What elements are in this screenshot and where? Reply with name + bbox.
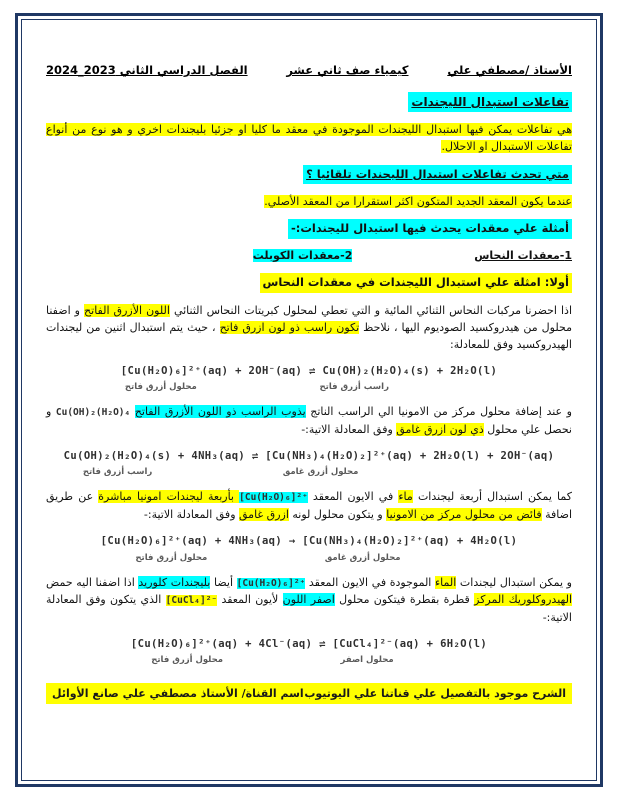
equation-1 xyxy=(46,363,572,394)
equation-1-label-reactant: محلول أزرق فاتح xyxy=(124,382,197,393)
highlighted-text-segment: [Cu(H₂O)₆]²⁺ xyxy=(236,577,306,589)
equation-3-label-reactant: محلول أزرق فاتح xyxy=(135,552,208,563)
text-segment: ، حيث يتم استبدال اثنين من ليجندات الهيدروكسيد وفق للمعادلة: xyxy=(46,321,572,352)
definition-paragraph xyxy=(46,121,572,155)
footer-note: الشرح موجود بالتفصيل علي قناتنا علي اليوتيوب xyxy=(304,687,566,701)
highlighted-text-segment: [CuCl₄]²⁻ xyxy=(165,595,218,607)
equation-4-label-reactant: محلول أزرق فاتح xyxy=(151,655,224,666)
equation-1-label-product: راسب أزرق فاتح xyxy=(319,382,389,393)
footer-channel-name: اسم القناة/ الأستاذ مصطفي علي صانع الأوائل xyxy=(52,687,304,701)
text-segment: وفق المعادلة الاتية:- xyxy=(301,423,397,437)
question-line xyxy=(46,165,572,185)
equation-4-label-product: محلول اصفر xyxy=(340,655,394,666)
highlighted-text-segment: بليجندات كلوريد xyxy=(138,575,211,589)
equation-2-label-reactant: راسب أزرق فاتح xyxy=(82,467,153,478)
text-segment: اذا اضفنا اليه حمض xyxy=(46,575,139,589)
text-segment: قطرة بقطرة فيتكون محلول xyxy=(334,593,475,607)
highlighted-text-segment: ذي لون ازرق غامق xyxy=(396,423,484,437)
equation-2-label-product: محلول أزرق غامق xyxy=(282,467,359,478)
first-heading-line xyxy=(46,273,572,293)
section-title-line xyxy=(46,92,572,113)
highlighted-text-segment: اصفر اللون xyxy=(282,593,335,607)
equation-2 xyxy=(46,448,572,479)
paragraph-4 xyxy=(46,574,572,626)
highlighted-text-segment: تكون راسب ذو لون ازرق فاتح xyxy=(219,321,360,335)
equation-1-formula: [Cu(H₂O)₆]²⁺(aq) + 2OH⁻(aq) ⇌ Cu(OH)₂(H₂O)₄(s) + 2H₂O(l) xyxy=(120,365,498,378)
equation-3 xyxy=(46,533,572,564)
highlighted-text-segment: اللون الأزرق الفاتح xyxy=(84,304,170,318)
header-teacher-name: الأستاذ /مصطفي علي xyxy=(447,63,572,77)
equation-3-formula: [Cu(H₂O)₆]²⁺(aq) + 4NH₃(aq) → [Cu(NH₃)₄(H₂O)₂]²⁺(aq) + 4H₂O(l) xyxy=(100,535,518,548)
example-item-cobalt: 2-معقدات الكوبلت xyxy=(252,249,353,263)
header-term: الفصل الدراسي الثاني 2023_2024 xyxy=(46,63,248,77)
equation-4 xyxy=(46,636,572,667)
highlighted-text-segment: الماء xyxy=(435,575,457,589)
first-example-heading: أولا: امثلة علي استبدال الليجندات في معقدات النحاس xyxy=(260,273,573,293)
text-segment: و نحصل علي محلول xyxy=(46,405,572,437)
highlighted-text-segment: Cu(OH)₂(H₂O)₄ xyxy=(55,407,131,419)
equation-4-labels xyxy=(46,652,572,667)
document-page xyxy=(46,62,572,704)
document-header xyxy=(46,62,572,80)
equation-2-labels xyxy=(46,464,572,479)
example-item-copper: 1-معقدات النحاس xyxy=(474,249,572,263)
equation-2-formula: Cu(OH)₂(H₂O)₄(s) + 4NH₃(aq) ⇌ [Cu(NH₃)₄(H₂O)₂]²⁺(aq) + 2H₂O(l) + 2OH⁻(aq) xyxy=(63,450,555,463)
paragraph-1 xyxy=(46,302,572,353)
highlighted-text-segment: يذوب الراسب ذو اللون الأزرق الفاتح xyxy=(134,405,306,419)
definition-text: هي تفاعلات يمكن فيها استبدال الليجندات الموجودة في معقد ما كليا او جزئيا بليجندات اخري و هو نوع من أنواع تفاعلات الاستبدال او الاحلال. xyxy=(46,123,572,154)
text-segment: و يتكون محلول لونه xyxy=(288,508,387,522)
text-segment: الذي يتكون وفق المعادلة الاتية:- xyxy=(46,593,572,624)
header-subject: كيمياء صف ثاني عشر xyxy=(286,63,409,77)
answer-text: عندما يكون المعقد الجديد المتكون اكثر استقرارا من المعقد الأصلي. xyxy=(264,195,572,209)
examples-heading: أمثلة علي معقدات يحدث فيها استبدال لليجندات:- xyxy=(288,219,572,239)
section-title: تفاعلات استبدال الليجندات xyxy=(408,92,572,113)
equation-3-label-product: محلول أزرق غامق xyxy=(324,552,401,563)
paragraph-2 xyxy=(46,403,572,438)
highlighted-text-segment: بأربعة ليجندات امونيا مباشرة xyxy=(98,490,240,504)
text-segment: وفق المعادلة الاتية:- xyxy=(143,508,239,522)
highlighted-text-segment: [Cu(H₂O)₆]²⁺ xyxy=(239,492,308,504)
text-segment: لأيون المعقد xyxy=(217,593,283,607)
equation-4-formula: [Cu(H₂O)₆]²⁺(aq) + 4Cl⁻(aq) ⇌ [CuCl₄]²⁻(aq) + 6H₂O(l) xyxy=(130,637,488,650)
highlighted-text-segment: فائض من محلول مركز من الامونيا xyxy=(386,508,542,522)
examples-row xyxy=(46,247,572,264)
highlighted-text-segment: ازرق غامق xyxy=(239,508,289,522)
paragraph-3 xyxy=(46,488,572,523)
text-segment: كما يمكن استبدال أربعة ليجندات xyxy=(412,490,572,504)
text-segment: و يمكن استبدال ليجندات xyxy=(456,575,572,589)
examples-heading-line xyxy=(46,219,572,239)
highlighted-text-segment: الهيدروكلوريك المركز xyxy=(474,593,572,607)
text-segment: عن طريق اضافة xyxy=(46,490,572,522)
question-heading: متي تحدث تفاعلات استبدال الليجندات تلقائيا ؟ xyxy=(303,165,572,185)
text-segment: و عند إضافة محلول مركز من الامونيا الي الراسب الناتج xyxy=(305,405,572,419)
answer-paragraph xyxy=(46,193,572,210)
text-segment: في الايون المعقد xyxy=(307,490,399,504)
text-segment: الموجودة في الايون المعقد xyxy=(305,575,435,589)
text-segment: اذا احضرنا مركبات النحاس الثنائي المائية و التي تعطي لمحلول كبريتات النحاس الثنائي xyxy=(169,304,573,318)
equation-3-labels xyxy=(46,550,572,565)
text-segment: أيضا xyxy=(210,575,237,589)
equation-1-labels xyxy=(46,379,572,394)
highlighted-text-segment: ماء xyxy=(398,490,413,504)
footer-bar xyxy=(46,683,572,704)
text-segment: و اضفنا محلول من هيدروكسيد الصوديوم اليها ، نلاحظ xyxy=(46,304,572,335)
